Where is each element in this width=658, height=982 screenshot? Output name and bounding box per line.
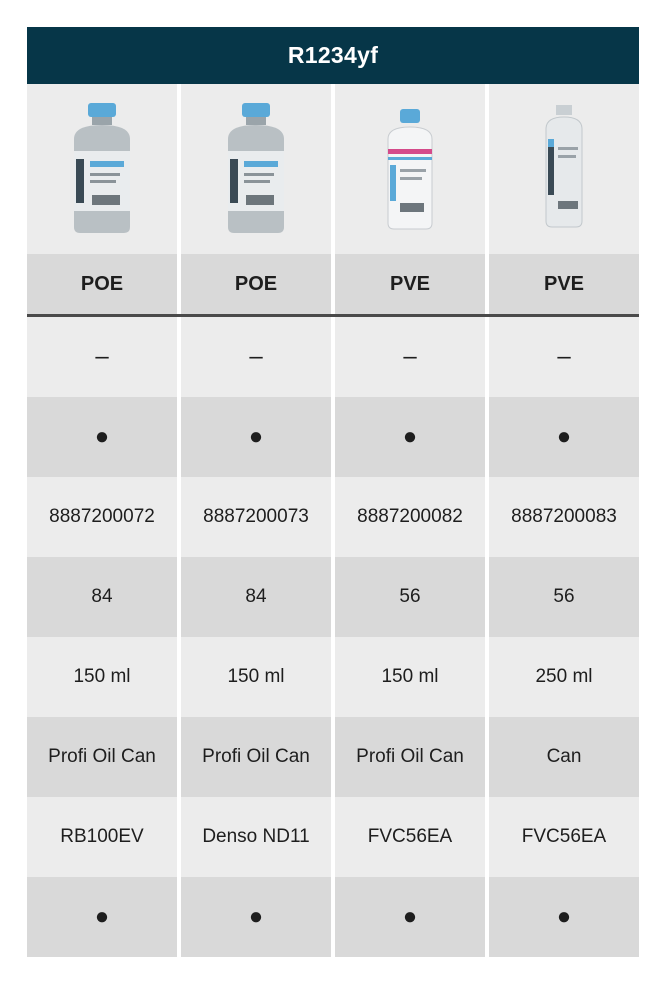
table-cell: Profi Oil Can [181, 717, 331, 797]
table-cell: 8887200082 [335, 477, 485, 557]
table-cell: Denso ND11 [181, 797, 331, 877]
table-cell: – [489, 317, 639, 397]
table-cell: RB100EV [27, 797, 177, 877]
table-row [27, 637, 639, 717]
table-cell: 150 ml [181, 637, 331, 717]
table-cell: 56 [489, 557, 639, 637]
table-cell: ● [181, 397, 331, 477]
table-cell: 8887200073 [181, 477, 331, 557]
oil-can-slim-icon [524, 99, 604, 239]
table-cell: ● [335, 397, 485, 477]
table-cell: 84 [27, 557, 177, 637]
oil-type-cell: PVE [489, 254, 639, 314]
table-cell: – [27, 317, 177, 397]
table-cell: 84 [181, 557, 331, 637]
table-cell: 250 ml [489, 637, 639, 717]
table-row [27, 317, 639, 397]
product-image-cell [27, 84, 177, 254]
oil-type-cell: PVE [335, 254, 485, 314]
table-row [27, 717, 639, 797]
table-row [27, 477, 639, 557]
table-cell: FVC56EA [489, 797, 639, 877]
oil-type-cell: POE [27, 254, 177, 314]
table-cell: 150 ml [335, 637, 485, 717]
table-cell: 56 [335, 557, 485, 637]
table-cell: ● [27, 877, 177, 957]
table-cell: – [335, 317, 485, 397]
table-cell: ● [489, 397, 639, 477]
table-cell: – [181, 317, 331, 397]
product-image-row [27, 84, 639, 254]
oil-can-blue-cap-icon [216, 99, 296, 239]
table-row [27, 877, 639, 957]
table-cell: Can [489, 717, 639, 797]
table-cell: Profi Oil Can [335, 717, 485, 797]
product-table [27, 27, 639, 957]
table-cell: 8887200072 [27, 477, 177, 557]
oil-type-cell: POE [181, 254, 331, 314]
table-cell: Profi Oil Can [27, 717, 177, 797]
table-cell: ● [27, 397, 177, 477]
oil-type-row [27, 254, 639, 317]
table-row [27, 557, 639, 637]
oil-bottle-pink-band-icon [370, 99, 450, 239]
table-cell: FVC56EA [335, 797, 485, 877]
table-cell: 150 ml [27, 637, 177, 717]
product-image-cell [181, 84, 331, 254]
oil-can-blue-cap-icon [62, 99, 142, 239]
table-row [27, 797, 639, 877]
product-image-cell [489, 84, 639, 254]
table-row [27, 397, 639, 477]
table-cell: ● [181, 877, 331, 957]
table-cell: ● [335, 877, 485, 957]
refrigerant-title: R1234yf [27, 27, 639, 84]
product-image-cell [335, 84, 485, 254]
table-cell: 8887200083 [489, 477, 639, 557]
table-cell: ● [489, 877, 639, 957]
